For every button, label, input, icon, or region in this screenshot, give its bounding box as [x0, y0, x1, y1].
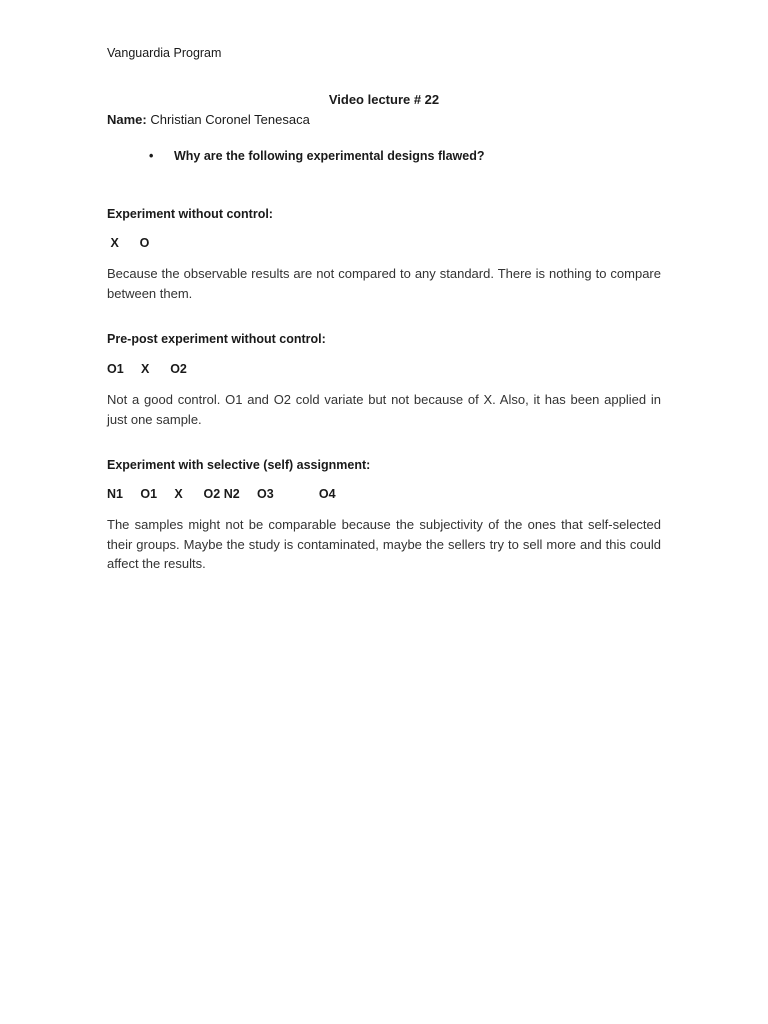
section-answer: Not a good control. O1 and O2 cold variate but not because of X. Also, it has been applied in just one sample. [107, 392, 661, 427]
section-heading: Experiment with selective (self) assignment: [107, 458, 371, 472]
section-heading: Experiment without control: [107, 207, 273, 221]
bullet-icon: • [149, 149, 154, 163]
student-name-line [107, 112, 310, 127]
name-label: Name: [107, 112, 147, 127]
program-header: Vanguardia Program [107, 46, 222, 60]
section-answer: The samples might not be comparable because the subjectivity of the ones that self-selected their groups. Maybe the study is contaminated, maybe the sellers try to sell more and this could affect the results. [107, 517, 661, 571]
student-name: Christian Coronel Tenesaca [146, 112, 310, 127]
section-heading: Pre-post experiment without control: [107, 332, 326, 346]
design-notation: X O [107, 236, 150, 250]
question-text: Why are the following experimental designs flawed? [174, 149, 485, 163]
question-line [149, 149, 484, 163]
section-answer: Because the observable results are not compared to any standard. There is nothing to compare between them. [107, 266, 661, 301]
lecture-title: Video lecture # 22 [328, 92, 440, 107]
design-notation: N1 O1 X O2 N2 O3 O4 [107, 487, 336, 501]
design-notation: O1 X O2 [107, 362, 187, 376]
